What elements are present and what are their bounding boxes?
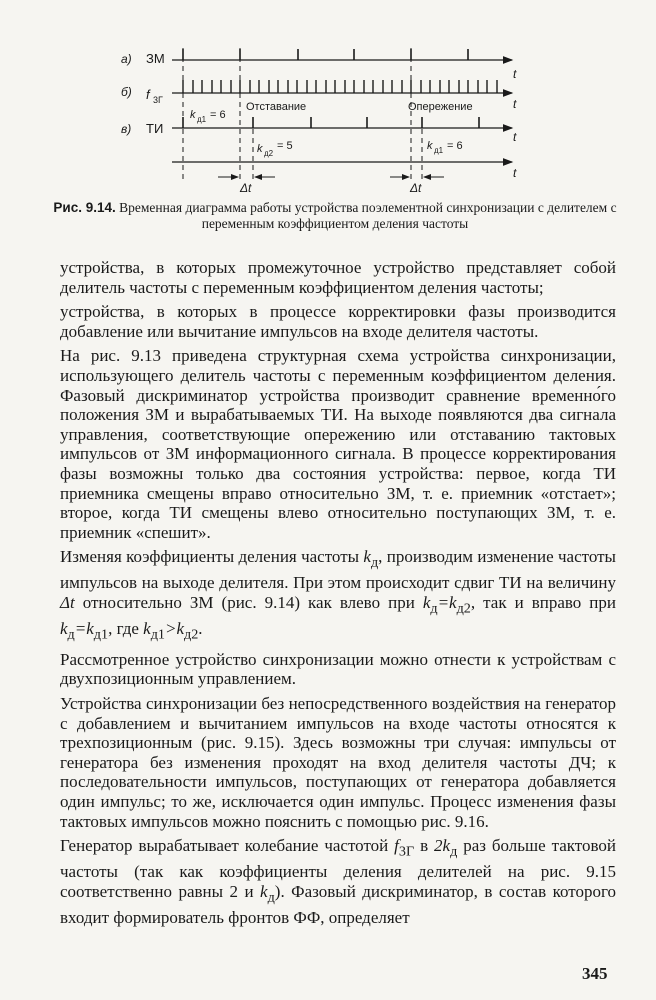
math-kd-sub: д — [370, 554, 379, 571]
kd1-right-k: k — [427, 140, 433, 152]
math-kd: k — [363, 547, 371, 567]
math-dt: Δt — [60, 592, 75, 612]
math-eq-left-a-sub: д — [430, 600, 438, 617]
caption-text: Временная диаграмма работы устройства поэлементной синхронизации с делителем с переменным коэффициентом деления частоты — [119, 200, 617, 231]
kd1-right-sub: д1 — [434, 146, 444, 155]
p4-part-f: . — [198, 618, 203, 638]
math-eq-right-b: =k — [74, 618, 94, 638]
time-label-d: t — [513, 166, 517, 180]
p4-part-a: Изменяя коэффициенты деления частоты — [60, 547, 364, 567]
time-label-a: t — [513, 67, 517, 81]
math-ineq-b-sub: д2 — [184, 626, 199, 643]
time-label-b: t — [513, 97, 517, 111]
row-c-letter: в) — [121, 122, 132, 136]
lag-label: Отставание — [246, 101, 307, 113]
paragraph-6: Устройства синхронизации без непосредственного воздействия на генератор с добавлением и вычитанием импульсов на входе частоты относятся к трехпозиционным (рис. 9.15). Здесь возможны три случая: импульсы от генератора без изменения проходят на вход делителя частоты ДЧ; к последовательности импульсов, поступающих от генератора добавляется один импульс; то же, исключается один импульс. Процесс изменения фазы тактовых импульсов можно пояснить с помощью рис. 9.16. — [60, 694, 616, 831]
math-kd-2-sub: д — [267, 889, 275, 906]
math-eq-right-a-sub: д — [67, 626, 75, 643]
page-number: 345 — [582, 964, 608, 983]
math-ineq-b: >k — [164, 618, 184, 638]
p4-part-d: , так и вправо при — [470, 592, 616, 612]
kd1-left-val: = 6 — [210, 109, 226, 121]
paragraph-3: На рис. 9.13 приведена структурная схема устройства синхронизации, использующего делитель частоты с переменным коэффициентом деления. Фазовый дискриминатор устройства производит сравнение временно́го положения ЗМ и вырабатываемых ТИ. На выходе появляются два сигнала управления, соответствующие опережению или отставанию тактовых импульсов от ЗМ информационного сигнала. В процессе корректирования фазы возможны только два состояния устройства: первое, когда ТИ приемника смещены вправо относительно ЗМ, т. е. приемник «отстает»; второе, когда ТИ смещены влево относительно поступающих ЗМ, т. е. приемник «спешит». — [60, 346, 616, 542]
row-b-letter: б) — [121, 85, 132, 99]
timing-diagram — [0, 0, 656, 200]
paragraph-2: устройства, в которых в процессе корректировки фазы производится добавление или вычитание импульсов на входе делителя частоты. — [60, 302, 616, 341]
row-b-name: f — [146, 87, 150, 102]
math-eq-right-b-sub: д1 — [93, 626, 109, 643]
row-b-subscript: 3Г — [153, 95, 163, 105]
delta-t-left: Δt — [240, 181, 252, 195]
math-two-k: 2k — [434, 836, 451, 856]
p7-part-a: Генератор вырабатывает колебание частотой — [60, 836, 395, 856]
paragraph-1: устройства, в которых промежуточное устройство представляет собой делитель частоты с переменным коэффициентом деления частоты; — [60, 258, 616, 297]
caption-label: Рис. 9.14. — [53, 200, 116, 215]
row-a-name: ЗМ — [146, 51, 165, 66]
math-eq-left-b-sub: д2 — [456, 600, 471, 617]
math-eq-right-a: k — [60, 618, 68, 638]
math-f-sub: 3Г — [398, 843, 415, 860]
math-ineq-a-sub: д1 — [150, 626, 165, 643]
math-eq-left-a: k — [422, 592, 431, 612]
kd1-left-k: k — [190, 109, 196, 121]
math-f: f — [394, 836, 399, 856]
p4-part-e: , где — [108, 618, 144, 638]
p4-part-c: относительно ЗМ (рис. 9.14) как влево при — [74, 592, 423, 612]
kd2-k: k — [257, 143, 263, 155]
lead-label: Опережение — [408, 101, 473, 113]
kd2-val: = 5 — [277, 140, 293, 152]
delta-t-right: Δt — [410, 181, 422, 195]
paragraph-7 — [60, 836, 616, 927]
paragraph-5: Рассмотренное устройство синхронизации можно отнести к устройствам с двухпозиционным управлением. — [60, 649, 616, 689]
math-two-k-sub: д — [450, 843, 458, 860]
p7-part-c: раз больше тактовой частоты (так как коэффициенты деления делителей на рис. 9.15 соответственно равны 2 и — [60, 836, 617, 901]
body-text — [60, 258, 616, 927]
p4-part-b: , производим изменение частоты импульсов на выходе делителя. При этом происходит сдвиг ТИ на величину — [60, 547, 616, 593]
math-kd-2: k — [260, 881, 268, 901]
figure-caption — [40, 200, 630, 232]
time-label-c: t — [513, 130, 517, 144]
p7-part-b: в — [414, 836, 435, 856]
math-ineq-a: k — [143, 618, 151, 638]
row-a-letter: а) — [121, 52, 132, 66]
p7-part-d: ). Фазовый дискриминатор, в состав которого входит формирователь фронтов ФФ, определяет — [60, 881, 616, 927]
kd1-right-val: = 6 — [447, 140, 463, 152]
row-c-name: ТИ — [146, 121, 164, 136]
paragraph-4 — [60, 547, 616, 645]
kd1-left-sub: д1 — [197, 115, 207, 124]
math-eq-left-b: =k — [437, 592, 457, 612]
kd2-sub: д2 — [264, 149, 274, 158]
